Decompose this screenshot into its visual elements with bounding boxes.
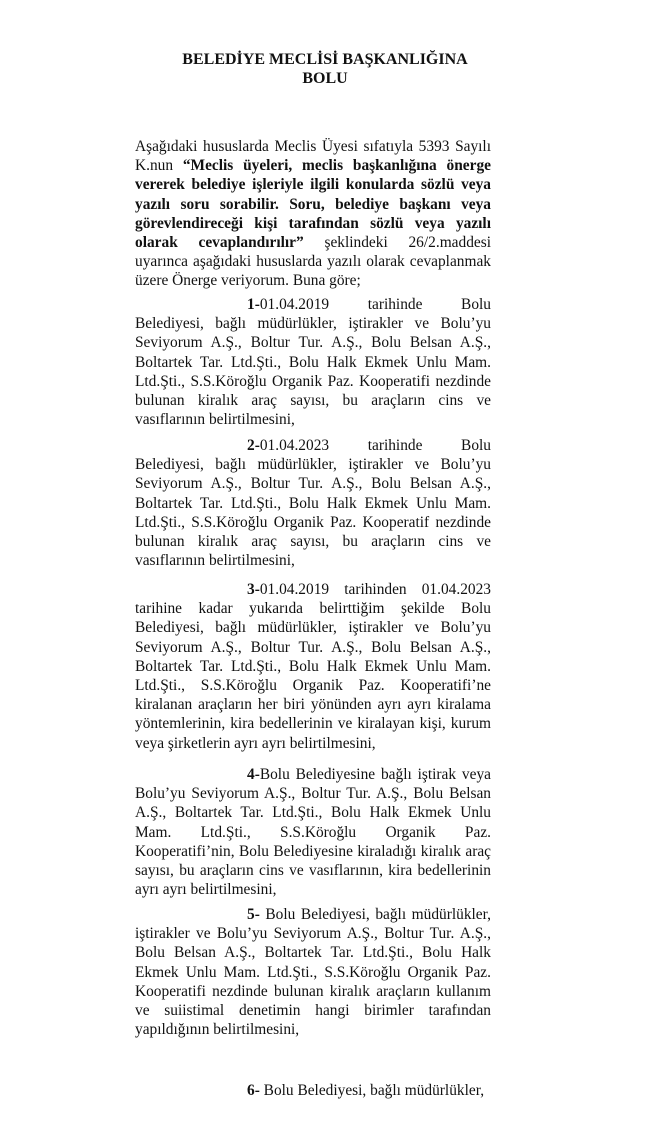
question-item-3	[135, 580, 491, 753]
item-text: Bolu Belediyesi, bağlı müdürlükler,	[259, 1082, 485, 1099]
question-item-6	[135, 1081, 491, 1100]
header-title: BELEDİYE MECLİSİ BAŞKANLIĞINA	[182, 51, 468, 68]
question-item-5	[135, 905, 491, 1039]
question-item-2	[135, 436, 491, 570]
item-number: 3-	[247, 581, 260, 598]
item-text: Bolu Belediyesi, bağlı müdürlükler, iştirakler ve Bolu’yu Seviyorum A.Ş., Boltur Tur. A.Ş., Bolu Belsan A.Ş., Boltartek Tar. Ltd.Şti., Bolu Halk Ekmek Unlu Mam. Ltd.Şti., S.S.Köroğlu Organik Paz. Kooperatifi nezdinde bulunan kiralık araçların kullanım ve suiistimal denetimin hangi birimler tarafından yapıldığının belirtilmesini,	[135, 906, 491, 1039]
intro-quoted-article: “Meclis üyeleri, meclis başkanlığına önerge vererek belediye işleriyle ilgili konularda sözlü veya yazılı soru sorabilir. Soru, belediye başkanı veya görevlendireceği kişi tarafından sözlü veya yazılı olarak cevaplandırılır”	[135, 157, 491, 252]
item-number: 2-	[247, 437, 260, 454]
question-item-1	[135, 295, 491, 429]
item-text: 01.04.2023 tarihinde Bolu Belediyesi, bağlı müdürlükler, iştirakler ve Bolu’yu Seviyorum A.Ş., Boltur Tur. A.Ş., Bolu Belsan A.Ş., Boltartek Tar. Ltd.Şti., Bolu Halk Ekmek Unlu Mam. Ltd.Şti., S.S.Köroğlu Organik Paz. Kooperatif nezdinde bulunan kiralık araç sayısı, bu araçların cins ve vasıflarının belirtilmesini,	[135, 437, 491, 570]
item-text: Bolu Belediyesine bağlı iştirak veya Bolu’yu Seviyorum A.Ş., Boltur Tur. A.Ş., Bolu Belsan A.Ş., Boltartek Tar. Ltd.Şti., Bolu Halk Ekmek Unlu Mam. Ltd.Şti., S.S.Köroğlu Organik Paz. Kooperatifi’nin, Bolu Belediyesine kiraladığı kiralık araç sayısı, bu araçların cins ve vasıflarının, kira bedellerinin ayrı ayrı belirtilmesini,	[135, 766, 491, 899]
intro-paragraph	[135, 137, 491, 291]
item-number: 5-	[247, 906, 260, 923]
intro-text-end: şeklindeki 26/2.maddesi uyarınca aşağıdaki hususlarda yazılı olarak cevaplanmak üzere Önerge veriyorum. Buna göre;	[135, 234, 491, 290]
item-text: 01.04.2019 tarihinden 01.04.2023 tarihine kadar yukarıda belirttiğim şekilde Bolu Belediyesi, bağlı müdürlükler, iştirakler ve Bolu’yu Seviyorum A.Ş., Boltur Tur. A.Ş., Bolu Belsan A.Ş., Boltartek Tar. Ltd.Şti., Bolu Halk Ekmek Unlu Mam. Ltd.Şti., S.S.Köroğlu Organik Paz. Kooperatifi’ne kiralanan araçların her biri yönünden ayrı ayrı kiralama yöntemlerinin, kira bedellerinin ve kiralayan kişi, kurum veya şirketlerin ayrı ayrı belirtilmesini,	[135, 581, 491, 752]
item-text: 01.04.2019 tarihinde Bolu Belediyesi, bağlı müdürlükler, iştirakler ve Bolu’yu Seviyorum A.Ş., Boltur Tur. A.Ş., Bolu Belsan A.Ş., Boltartek Tar. Ltd.Şti., Bolu Halk Ekmek Unlu Mam. Ltd.Şti., S.S.Köroğlu Organik Paz. Kooperatifi nezdinde bulunan kiralık araç sayısı, bu araçların cins ve vasıflarının belirtilmesini,	[135, 296, 491, 429]
item-number: 4-	[247, 766, 260, 783]
header-city: BOLU	[302, 70, 348, 87]
intro-text-start: Aşağıdaki hususlarda Meclis Üyesi sıfatıyla 5393 Sayılı K.nun	[135, 138, 491, 175]
item-number: 1-	[247, 296, 260, 313]
item-number: 6-	[247, 1082, 260, 1099]
question-item-4	[135, 765, 491, 899]
